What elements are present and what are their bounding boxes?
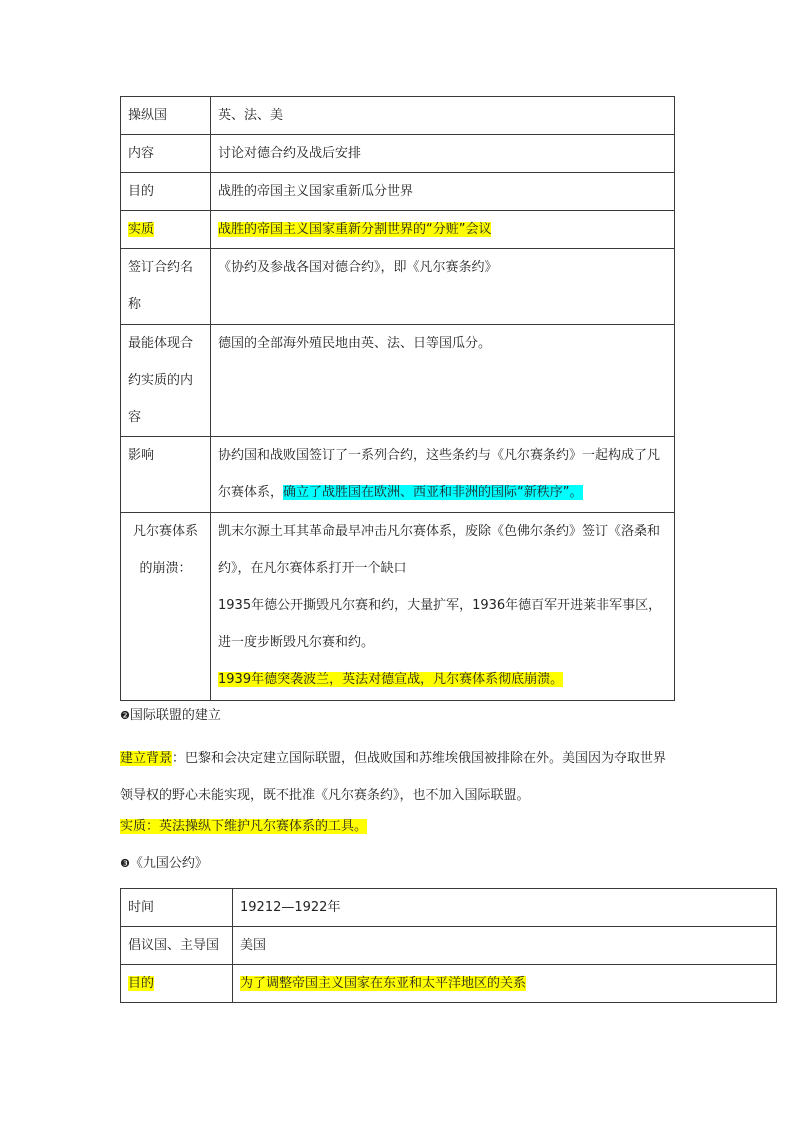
table-row — [121, 965, 777, 1003]
section-heading-nine-power — [120, 852, 676, 876]
collapse-paragraph-3 — [218, 661, 667, 698]
row-label: 影响 — [121, 437, 211, 513]
row-value: 讨论对德合约及战后安排 — [211, 135, 675, 173]
row-value: 战胜的帝国主义国家重新瓜分世界 — [211, 173, 675, 211]
row-value: 德国的全部海外殖民地由英、法、日等国瓜分。 — [211, 325, 675, 437]
row-value — [211, 513, 675, 701]
row-label-highlighted: 实质 — [128, 222, 155, 237]
table-row — [121, 97, 675, 135]
row-label: 时间 — [121, 889, 233, 927]
row-label: 内容 — [121, 135, 211, 173]
table-row — [121, 437, 675, 513]
collapse-paragraph-1: 凯末尔源土耳其革命最早冲击凡尔赛体系，废除《色佛尔条约》签订《洛桑和约》，在凡尔赛体系打开一个缺口 — [218, 524, 661, 576]
versailles-table — [120, 96, 675, 701]
table-row — [121, 135, 675, 173]
table-row — [121, 173, 675, 211]
table-row — [121, 211, 675, 249]
impact-text: 协约国和战败国签订了一系列合约，这些条约与《凡尔赛条约》一起构成了凡尔赛体系， — [218, 448, 661, 500]
row-label: 倡议国、主导国 — [121, 927, 233, 965]
row-value: 《协约及参战各国对德合约》，即《凡尔赛条约》 — [211, 249, 675, 325]
row-value-highlighted: 战胜的帝国主义国家重新分割世界的“分赃”会议 — [218, 222, 492, 237]
row-value-highlighted: 为了调整帝国主义国家在东亚和太平洋地区的关系 — [240, 976, 527, 991]
background-label: 建立背景 — [120, 751, 173, 766]
section-number: ❷ — [120, 709, 130, 722]
row-label-highlighted: 目的 — [128, 976, 155, 991]
row-label: 凡尔赛体系的崩溃： — [121, 513, 211, 701]
row-label: 签订合约名称 — [121, 249, 211, 325]
table-row — [121, 325, 675, 437]
table-row — [121, 889, 777, 927]
table-row — [121, 927, 777, 965]
row-value — [211, 437, 675, 513]
league-background — [120, 740, 676, 814]
nine-power-table — [120, 888, 777, 1003]
row-value: 美国 — [233, 927, 777, 965]
row-label: 最能体现合约实质的内容 — [121, 325, 211, 437]
collapse-year: 1939 — [218, 672, 252, 687]
section-heading-league — [120, 704, 676, 728]
section-title: 《九国公约》 — [129, 856, 208, 871]
collapse-text: 年德突袭波兰，英法对德宣战，凡尔赛体系彻底崩溃。 — [251, 672, 564, 687]
essence-text: 实质：英法操纵下维护凡尔赛体系的工具。 — [120, 819, 368, 834]
table-row — [121, 513, 675, 701]
collapse-paragraph-2: 1935年德公开撕毁凡尔赛和约，大量扩军，1936年德百军开进莱非军事区，进一度步断毁凡尔赛和约。 — [218, 598, 662, 650]
row-label: 目的 — [121, 173, 211, 211]
table-row — [121, 249, 675, 325]
row-value: 英、法、美 — [211, 97, 675, 135]
section-title: 国际联盟的建立 — [129, 708, 221, 723]
league-essence — [120, 815, 676, 839]
background-text: ：巴黎和会决定建立国际联盟，但战败国和苏维埃俄国被排除在外。美国因为夺取世界领导权的野心未能实现，既不批准《凡尔赛条约》，也不加入国际联盟。 — [120, 751, 667, 803]
section-number: ❸ — [120, 857, 130, 870]
row-label: 操纵国 — [121, 97, 211, 135]
row-value: 19212—1922年 — [233, 889, 777, 927]
impact-highlight: 确立了战胜国在欧洲、西亚和非洲的国际“新秩序”。 — [283, 485, 583, 500]
